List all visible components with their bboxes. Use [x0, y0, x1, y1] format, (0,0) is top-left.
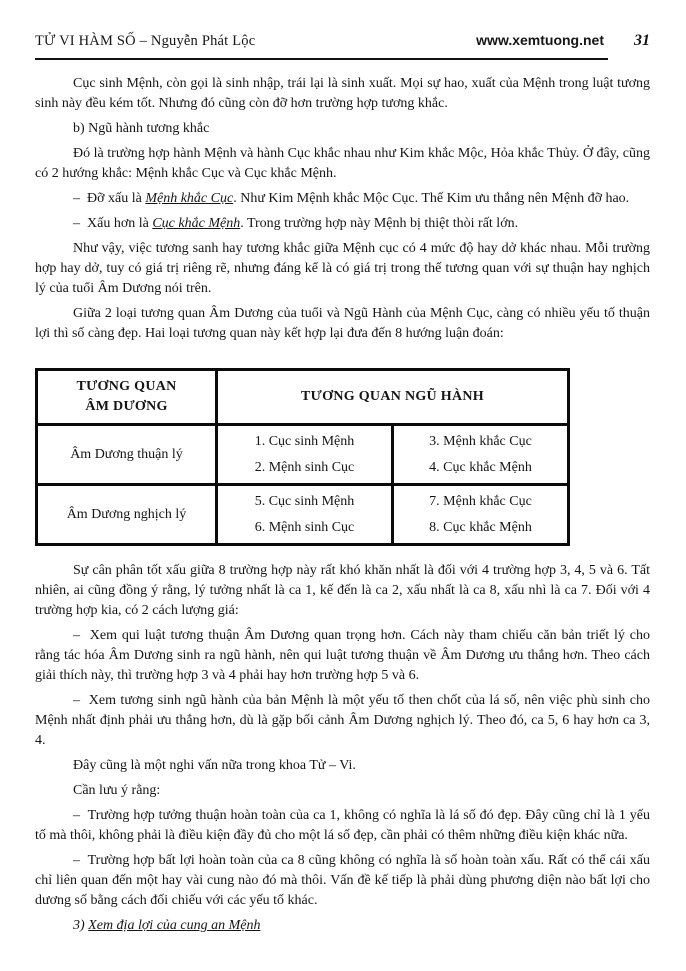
table-row-thuan-ly — [37, 425, 569, 485]
case-line: 5. Cục sinh Mệnh — [254, 493, 355, 509]
cell-sinh-cases — [217, 485, 393, 545]
list-item-cuc-khac-menh — [35, 214, 650, 234]
paragraph-nhu-vay: Như vậy, việc tương sanh hay tương khắc giữa Mệnh cục có 4 mức độ hay dở khác nhau. Mỗi trường hợp hay dở, tuy có giá trị riêng rẽ, nhưng đáng kể là có giá trị trong thế tương quan với sự thuận hay nghịch lý của tuổi Âm Dương nói trên. — [35, 241, 650, 296]
paragraph-truong-hop-khac: Đó là trường hợp hành Mệnh và hành Cục khắc nhau như Kim khắc Mộc, Hỏa khắc Thủy. Ở đây, cũng có 2 hướng khắc: Mệnh khắc Cục và Cục khắc Mệnh. — [35, 146, 650, 181]
list-item-prefix: – Đỡ xấu là — [73, 191, 146, 206]
page-number: 31 — [634, 32, 650, 49]
case-line: 2. Mệnh sinh Cục — [254, 459, 355, 475]
table-header-line1: TƯƠNG QUAN — [76, 379, 177, 394]
paragraph-su-can-phan: Sự cân phân tốt xấu giữa 8 trường hợp này rất khó khăn nhất là đối với 4 trường hợp 3, 4, 5 và 6. Tất nhiên, ai cũng đồng ý rằng, lý tưởng nhất là ca 1, kế đến là ca 2, xấu nhất là ca 8, xấu nhì là ca 7. Đối với 4 trường hợp kia, có 2 cách lượng giá: — [35, 563, 650, 618]
cell-khac-cases — [393, 425, 569, 485]
heading-ngu-hanh-tuong-khac: b) Ngũ hành tương khắc — [73, 121, 210, 136]
list-item-tuong-sinh-ngu-hanh: – Xem tương sinh ngũ hành của bản Mệnh là một yếu tố then chốt của lá số, nên việc phù sinh cho Mệnh nhất định phải ưu thắng hơn, dù là gặp bối cảnh Âm Dương nghịch lý. Theo đó, ca 5, 6 hay hơn ca 3, 4. — [35, 693, 650, 748]
emphasized-term: Mệnh khắc Cục — [145, 191, 234, 206]
paragraph-nghi-van: Đây cũng là một nghi vấn nữa trong khoa Tử – Vi. — [73, 758, 356, 773]
cell-lines — [255, 429, 355, 481]
paragraph-giua-2-loai: Giữa 2 loại tương quan Âm Dương của tuổi và Ngũ Hành của Mệnh Cục, càng có nhiều yếu tố thuận lợi thì số càng đẹp. Hai loại tương quan này kết hợp lại đưa đến 8 hướng luận đoán: — [35, 306, 650, 341]
emphasized-term: Cục khắc Mệnh — [152, 216, 241, 231]
website-url: www.xemtuong.net — [476, 32, 604, 48]
cell-lines — [429, 429, 532, 481]
correlation-table — [35, 368, 570, 546]
table-header-ngu-hanh: TƯƠNG QUAN NGŨ HÀNH — [217, 370, 569, 425]
book-title: TỬ VI HÀM SỐ – Nguyễn Phát Lộc — [35, 33, 256, 49]
paragraph-cuc-sinh-menh: Cục sinh Mệnh, còn gọi là sinh nhập, trái lại là sinh xuất. Mọi sự hao, xuất của Mệnh trong luật tương sinh này đều kém tốt. Nhưng đó cũng còn đỡ hơn trường hợp tương khắc. — [35, 76, 650, 111]
cell-lines — [429, 489, 532, 541]
heading-underlined-text: Xem địa lợi của cung an Mệnh — [88, 918, 261, 933]
row-label: Âm Dương thuận lý — [37, 425, 217, 485]
table-row-nghich-ly — [37, 485, 569, 545]
case-line: 1. Cục sinh Mệnh — [254, 433, 355, 449]
case-line: 6. Mệnh sinh Cục — [254, 519, 355, 535]
page-header — [35, 30, 650, 58]
list-item-ca-8: – Trường hợp bất lợi hoàn toàn của ca 8 cũng không có nghĩa là số hoàn toàn xấu. Rất có thể cái xấu chỉ liên quan đến một hay vài cung nào đó mà thôi. Vấn đề kế tiếp là phải dùng phương diện nào bất lợi cho dương số bằng cách đối chiếu với các yếu tố khác. — [35, 853, 650, 908]
paragraph-can-luu-y: Cần lưu ý rằng: — [73, 783, 161, 798]
case-line: 3. Mệnh khắc Cục — [429, 433, 532, 449]
case-line: 8. Cục khắc Mệnh — [429, 519, 532, 535]
cell-khac-cases — [393, 485, 569, 545]
heading-number: 3) — [73, 918, 89, 933]
cell-lines — [255, 489, 355, 541]
heading-xem-dia-loi — [35, 916, 650, 936]
list-item-suffix: . Như Kim Mệnh khắc Mộc Cục. Thế Kim ưu thắng nên Mệnh đỡ hao. — [233, 191, 630, 206]
table-header-row — [37, 370, 569, 425]
row-label: Âm Dương nghịch lý — [37, 485, 217, 545]
header-divider — [35, 58, 608, 60]
list-item-ca-1: – Trường hợp tưởng thuận hoàn toàn của ca 1, không có nghĩa là lá số đó đẹp. Đây cũng chỉ là 1 yếu tố mà thôi, không phải là điều kiện đầy đủ cho một lá số đẹp, cần phải có thêm những điều kiện khác nữa. — [35, 808, 650, 843]
table-header-am-duong — [37, 370, 217, 425]
table-header-line2: ÂM DƯƠNG — [85, 399, 168, 414]
list-item-qui-luat-am-duong: – Xem qui luật tương thuận Âm Dương quan trọng hơn. Cách này tham chiếu căn bản triết lý cho rằng tác hóa Âm Dương sinh ra ngũ hành, nên qui luật tương thuận về Âm Dương ưu thắng hơn. Theo cách giải thích này, thì trường hợp 3 và 4 phải hay hơn trường hợp 5 và 6. — [35, 628, 650, 683]
case-line: 4. Cục khắc Mệnh — [429, 459, 532, 475]
cell-sinh-cases — [217, 425, 393, 485]
case-line: 7. Mệnh khắc Cục — [429, 493, 532, 509]
list-item-suffix: . Trong trường hợp này Mệnh bị thiệt thòi rất lớn. — [240, 216, 519, 231]
list-item-prefix: – Xấu hơn là — [73, 216, 153, 231]
list-item-menh-khac-cuc — [35, 189, 650, 209]
